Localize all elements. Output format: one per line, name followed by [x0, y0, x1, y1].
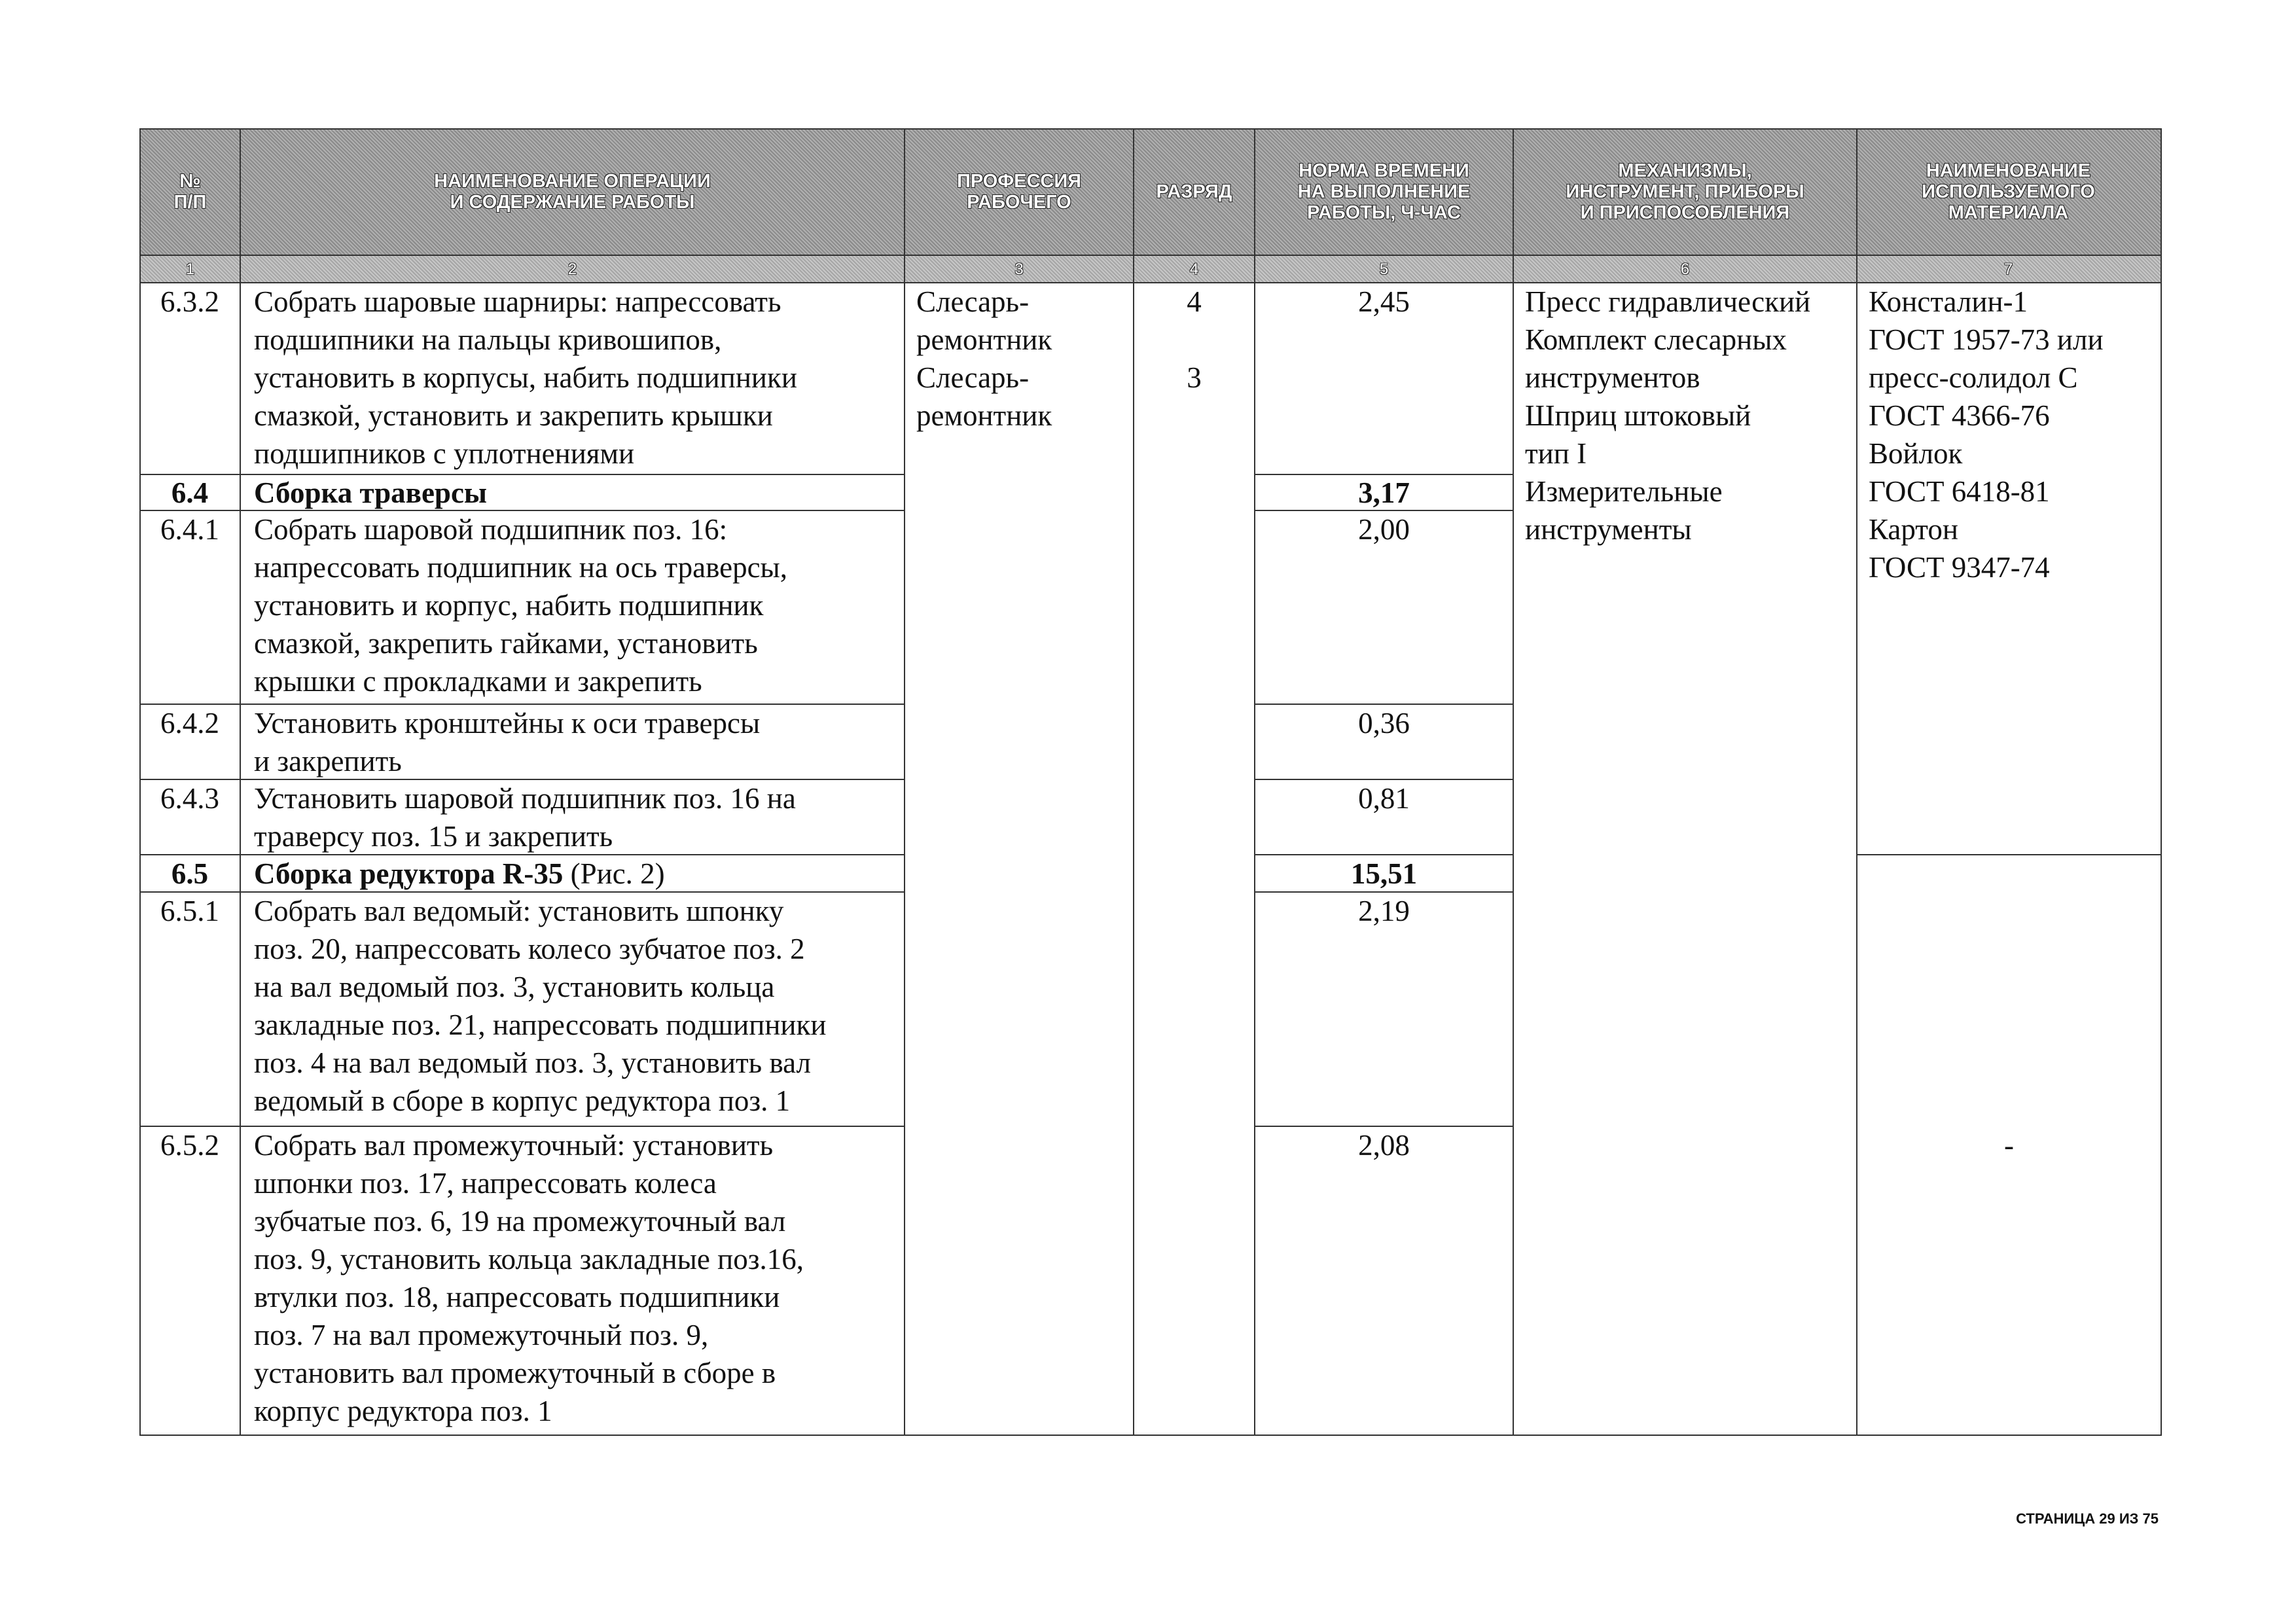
- section-norm-value: 3,17: [1358, 476, 1410, 509]
- row-border: [1856, 854, 2162, 855]
- table-border: [904, 128, 905, 1436]
- row-number: 6.4.2: [160, 707, 219, 740]
- material-dash: -: [2004, 1129, 2014, 1162]
- row-operation-text: Установить шаровой подшипник поз. 16 на траверсу поз. 15 и закрепить: [254, 782, 796, 853]
- column-number: 6: [1680, 260, 1690, 278]
- row-number: 6.5.2: [160, 1129, 219, 1162]
- row-number: 6.4.1: [160, 513, 219, 546]
- table-border: [2161, 128, 2162, 1436]
- row-number: 6.4.3: [160, 782, 219, 815]
- header-tools: МЕХАНИЗМЫ, ИНСТРУМЕНТ, ПРИБОРЫ И ПРИСПОСОБЛЕНИЯ: [1566, 160, 1804, 223]
- row-number: 6.5.1: [160, 895, 219, 927]
- row-operation-text: Собрать шаровой подшипник поз. 16: напрессовать подшипник на ось траверсы, установить и корпус, набить подшипник смазкой, закрепить гайками, установить крышки с прокладками и закрепить: [254, 513, 788, 698]
- column-number: 7: [2003, 260, 2013, 278]
- row-norm-value: 0,81: [1358, 782, 1410, 815]
- table-border: [139, 128, 2162, 130]
- table-border: [1513, 128, 1514, 1436]
- row-norm-value: 2,45: [1358, 285, 1410, 318]
- row-norm-value: 2,08: [1358, 1129, 1410, 1162]
- row-norm-value: 2,19: [1358, 895, 1410, 927]
- column-number: 2: [567, 260, 577, 278]
- header-profession: ПРОФЕССИЯ РАБОЧЕГО: [956, 171, 1082, 213]
- column-number: 1: [185, 260, 195, 278]
- column-number: 3: [1014, 260, 1024, 278]
- table-border: [139, 128, 141, 1436]
- table-border: [240, 128, 241, 1436]
- section-number: 6.5: [171, 857, 209, 890]
- row-operation-text: Собрать вал промежуточный: установить шпонки поз. 17, напрессовать колеса зубчатые поз. 6, 19 на промежуточный вал поз. 9, установить кольца закладные поз.16, втулки поз. 18, напрессовать подшипники поз. 7 на вал промежуточный поз. 9, установить вал промежуточный в сборе в корпус редуктора поз. 1: [254, 1129, 804, 1427]
- row-number: 6.3.2: [160, 285, 219, 318]
- row-norm-value: 0,36: [1358, 707, 1410, 740]
- section-title: [254, 855, 902, 893]
- header-num: № П/П: [173, 171, 207, 213]
- row-norm-value: 2,00: [1358, 513, 1410, 546]
- row-operation-text: Установить кронштейны к оси траверсы и закрепить: [254, 707, 761, 777]
- section-title: Сборка траверсы: [254, 476, 488, 509]
- grade-cell: 4 3: [1187, 285, 1202, 394]
- tools-cell: Пресс гидравлический Комплект слесарных инструментов Шприц штоковый тип I Измерительные инструменты: [1525, 285, 1811, 546]
- profession-cell: Слесарь- ремонтник Слесарь- ремонтник: [916, 285, 1052, 432]
- page-number: СТРАНИЦА 29 ИЗ 75: [2016, 1510, 2159, 1527]
- row-operation-text: Собрать вал ведомый: установить шпонку поз. 20, напрессовать колесо зубчатое поз. 2 на вал ведомый поз. 3, установить кольца закладные поз. 21, напрессовать подшипники поз. 4 на вал ведомый поз. 3, установить вал ведомый в сборе в корпус редуктора поз. 1: [254, 895, 827, 1117]
- column-number: 5: [1379, 260, 1389, 278]
- section-title-reference: (Рис. 2): [563, 857, 665, 890]
- table-border: [139, 255, 2162, 256]
- material-cell: Конcталин-1 ГОСТ 1957-73 или пресс-солидол С ГОСТ 4366-76 Войлок ГОСТ 6418-81 Картон ГОСТ 9347-74: [1869, 285, 2104, 584]
- column-number: 4: [1189, 260, 1199, 278]
- section-title-bold: Сборка редуктора R-35: [254, 857, 564, 890]
- row-operation-text: Собрать шаровые шарниры: напрессовать подшипники на пальцы кривошипов, установить в корпусы, набить подшипники смазкой, установить и закрепить крышки подшипников с уплотнениями: [254, 285, 797, 470]
- section-norm-value: 15,51: [1350, 857, 1418, 890]
- header-norm: НОРМА ВРЕМЕНИ НА ВЫПОЛНЕНИЕ РАБОТЫ, Ч-ЧАС: [1297, 160, 1471, 223]
- header-operation: НАИМЕНОВАНИЕ ОПЕРАЦИИ И СОДЕРЖАНИЕ РАБОТЫ: [434, 171, 711, 213]
- header-grade: РАЗРЯД: [1156, 181, 1232, 202]
- section-number: 6.4: [171, 476, 209, 509]
- table-border: [1856, 128, 1857, 1436]
- header-material: НАИМЕНОВАНИЕ ИСПОЛЬЗУЕМОГО МАТЕРИАЛА: [1922, 160, 2095, 223]
- table-border: [139, 1435, 2162, 1436]
